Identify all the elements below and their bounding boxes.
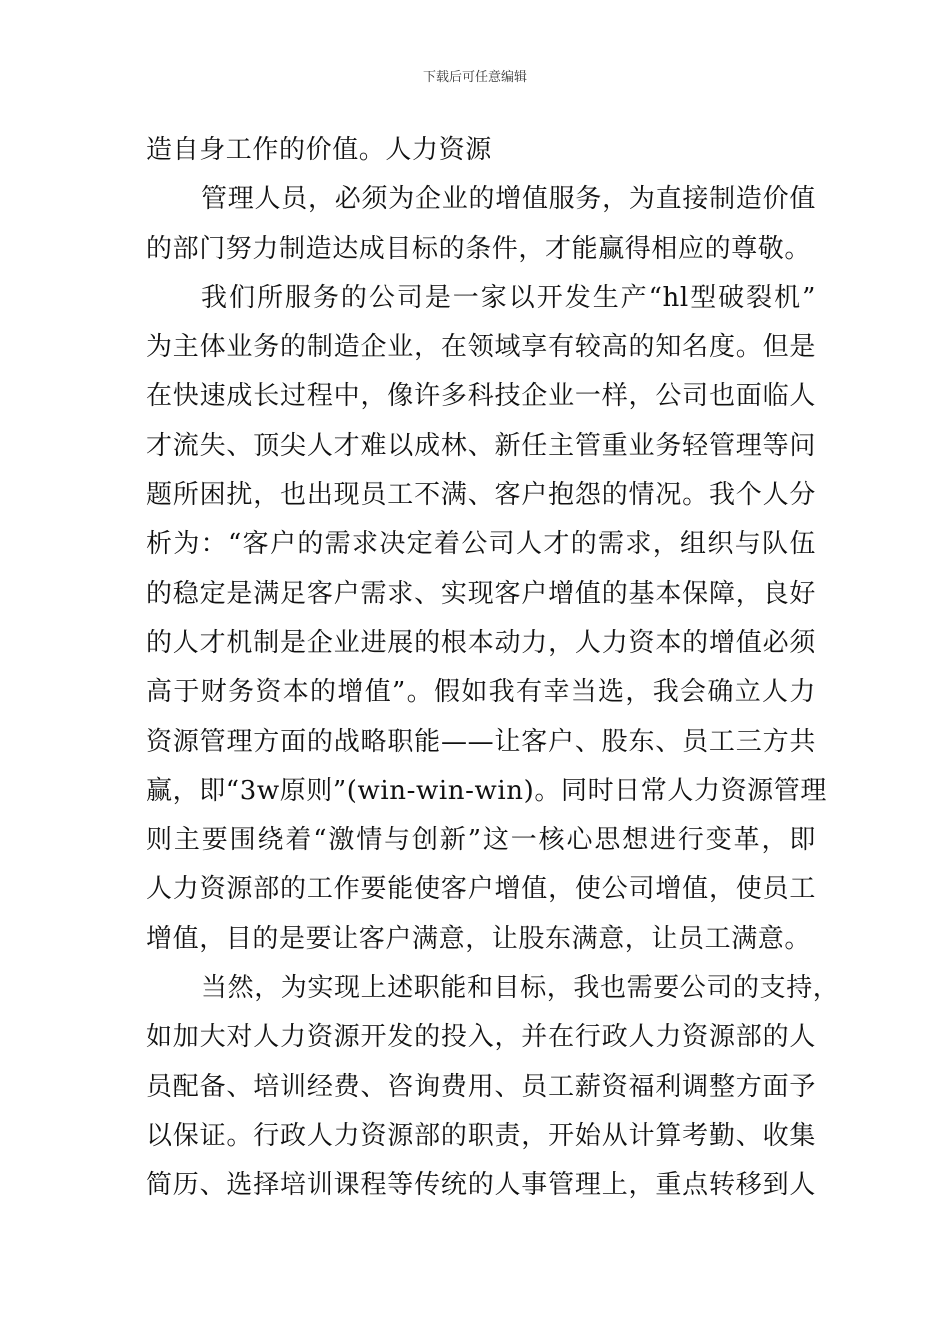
text-line: 增值，目的是要让客户满意，让股东满意，让员工满意。 bbox=[146, 923, 812, 954]
text-line: 为主体业务的制造企业，在领域享有较高的知名度。但是 bbox=[146, 332, 816, 363]
text-line: 我们所服务的公司是一家以开发生产“hl型破裂机” bbox=[201, 282, 816, 313]
text-line: 高于财务资本的增值”。假如我有幸当选，我会确立人力 bbox=[146, 677, 816, 708]
text-line: 题所困扰，也出现员工不满、客户抱怨的情况。我个人分 bbox=[146, 480, 816, 511]
text-line: 析为：“客户的需求决定着公司人才的需求，组织与队伍 bbox=[146, 529, 816, 560]
text-line: 赢，即“3w原则”(win-win-win)。同时日常人力资源管理 bbox=[146, 775, 827, 806]
text-line: 的部门努力制造达成目标的条件，才能赢得相应的尊敬。 bbox=[146, 233, 812, 264]
text-line: 当然，为实现上述职能和目标，我也需要公司的支持， bbox=[201, 973, 840, 1004]
text-line: 资源管理方面的战略职能——让客户、股东、员工三方共 bbox=[146, 726, 816, 757]
text-line: 才流失、顶尖人才难以成林、新任主管重业务轻管理等问 bbox=[146, 430, 816, 461]
text-line: 则主要围绕着“激情与创新”这一核心思想进行变革，即 bbox=[146, 825, 816, 856]
text-line: 的人才机制是企业进展的根本动力，人力资本的增值必须 bbox=[146, 627, 816, 658]
text-line: 以保证。行政人力资源部的职责，开始从计算考勤、收集 bbox=[146, 1120, 816, 1151]
document-body bbox=[146, 126, 840, 1211]
page-header: 下载后可任意编辑 bbox=[422, 70, 527, 85]
text-line: 人力资源部的工作要能使客户增值，使公司增值，使员工 bbox=[146, 874, 816, 905]
text-line: 在快速成长过程中，像许多科技企业一样，公司也面临人 bbox=[146, 381, 816, 412]
text-line: 员配备、培训经费、咨询费用、员工薪资福利调整方面予 bbox=[146, 1071, 816, 1102]
text-line: 如加大对人力资源开发的投入，并在行政人力资源部的人 bbox=[146, 1022, 816, 1053]
text-line: 的稳定是满足客户需求、实现客户增值的基本保障，良好 bbox=[146, 578, 816, 609]
text-line: 简历、选择培训课程等传统的人事管理上，重点转移到人 bbox=[146, 1170, 816, 1201]
text-line: 管理人员，必须为企业的增值服务，为直接制造价值 bbox=[201, 184, 816, 215]
text-line: 造自身工作的价值。人力资源 bbox=[146, 135, 492, 165]
